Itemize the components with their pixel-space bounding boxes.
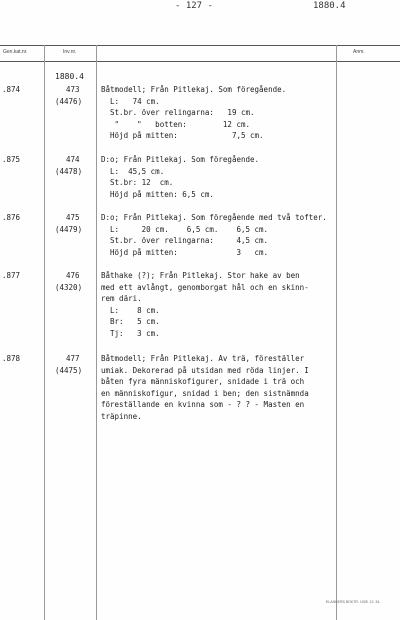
entry-description <box>101 154 361 200</box>
entry-description <box>101 270 361 339</box>
entry-old-number: (4475) <box>55 365 83 375</box>
entry-line: träpinne. <box>101 411 142 421</box>
entry-line: Båthake (?); Från Pitlekaj. Stor hake av ben <box>101 271 300 280</box>
entry-gen-number: .874 <box>2 85 21 94</box>
entry-gen-number: .875 <box>2 155 21 164</box>
entry-gen-number: .877 <box>2 271 21 280</box>
entry-line: Br: 5 cm. <box>101 317 160 326</box>
entry-line: rem däri. <box>101 294 142 303</box>
column-divider-1 <box>44 45 45 620</box>
entry-line: en människofigur, snidad i ben; den sistnämnda <box>101 388 309 398</box>
entry-line: St.br. över relingarna: 19 cm. <box>101 108 255 117</box>
entry-line: Höjd på mitten: 7,5 cm. <box>101 131 264 140</box>
entry-line: Båtmodell; Från Pitlekaj. Som föregående. <box>101 85 287 94</box>
column-header-anm: Anm. <box>353 49 365 55</box>
entry-line: Höjd på mitten: 3 cm. <box>101 247 269 257</box>
entry-description <box>101 353 361 422</box>
entry-inv-number: 474 <box>66 155 80 164</box>
entry-gen-number: .876 <box>2 213 21 222</box>
entry-line: föreställande en kvinna som - ? ? - Masten en <box>101 400 305 409</box>
entry-inv-number: 477 <box>66 354 80 363</box>
column-divider-2 <box>96 45 97 620</box>
entry-line: Båtmodell; Från Pitlekaj. Av trä, föreställer <box>101 354 305 363</box>
entry-line: Höjd på mitten: 6,5 cm. <box>101 189 214 199</box>
entry-inv-number: 473 <box>66 85 80 94</box>
section-year: 1880.4 <box>55 72 84 81</box>
entry-line: båten fyra människofigurer, snidade i trä och <box>101 377 305 386</box>
entry-line: umiak. Dekorerad på utsidan med röda linjer. I <box>101 365 309 375</box>
entry-gen-number: .878 <box>2 354 21 363</box>
entry-old-number: (4479) <box>55 224 83 234</box>
entry-inv-number: 476 <box>66 271 80 280</box>
entry-inv-number: 475 <box>66 213 80 222</box>
entry-line: " " botten: 12 cm. <box>101 119 251 129</box>
column-header-gen-kat: Gen.kat.nr. <box>3 49 28 55</box>
entry-line: St.br. över relingarna: 4,5 cm. <box>101 236 269 245</box>
header-year: 1880.4 <box>313 1 346 11</box>
entry-line: D:o; Från Pitlekaj. Som föregående. <box>101 155 260 164</box>
entry-old-number: (4476) <box>55 96 83 106</box>
entry-line: D:o; Från Pitlekaj. Som föregående med två tofter. <box>101 213 327 222</box>
entry-description <box>101 212 361 258</box>
header-rule-bottom <box>0 61 400 62</box>
entry-line: L: 45,5 cm. <box>101 166 165 176</box>
entry-line: L: 74 cm. <box>101 96 160 106</box>
page-number: - 127 - <box>175 1 213 11</box>
printer-mark: ELANDERS BOKTR. 1928. 12. 34. <box>326 600 381 604</box>
entry-old-number: (4320) <box>55 282 83 292</box>
header-rule-top <box>0 45 400 46</box>
entry-line: L: 20 cm. 6,5 cm. 6,5 cm. <box>101 224 269 234</box>
entry-line: St.br: 12 cm. <box>101 178 174 187</box>
entry-line: Tj: 3 cm. <box>101 328 160 338</box>
column-header-inv: Inv.nr. <box>63 49 77 55</box>
entry-line: L: 8 cm. <box>101 305 160 315</box>
entry-line: med ett avlångt, genomborgat hål och en skinn- <box>101 282 309 292</box>
entry-old-number: (4478) <box>55 166 83 176</box>
entry-description <box>101 84 361 142</box>
